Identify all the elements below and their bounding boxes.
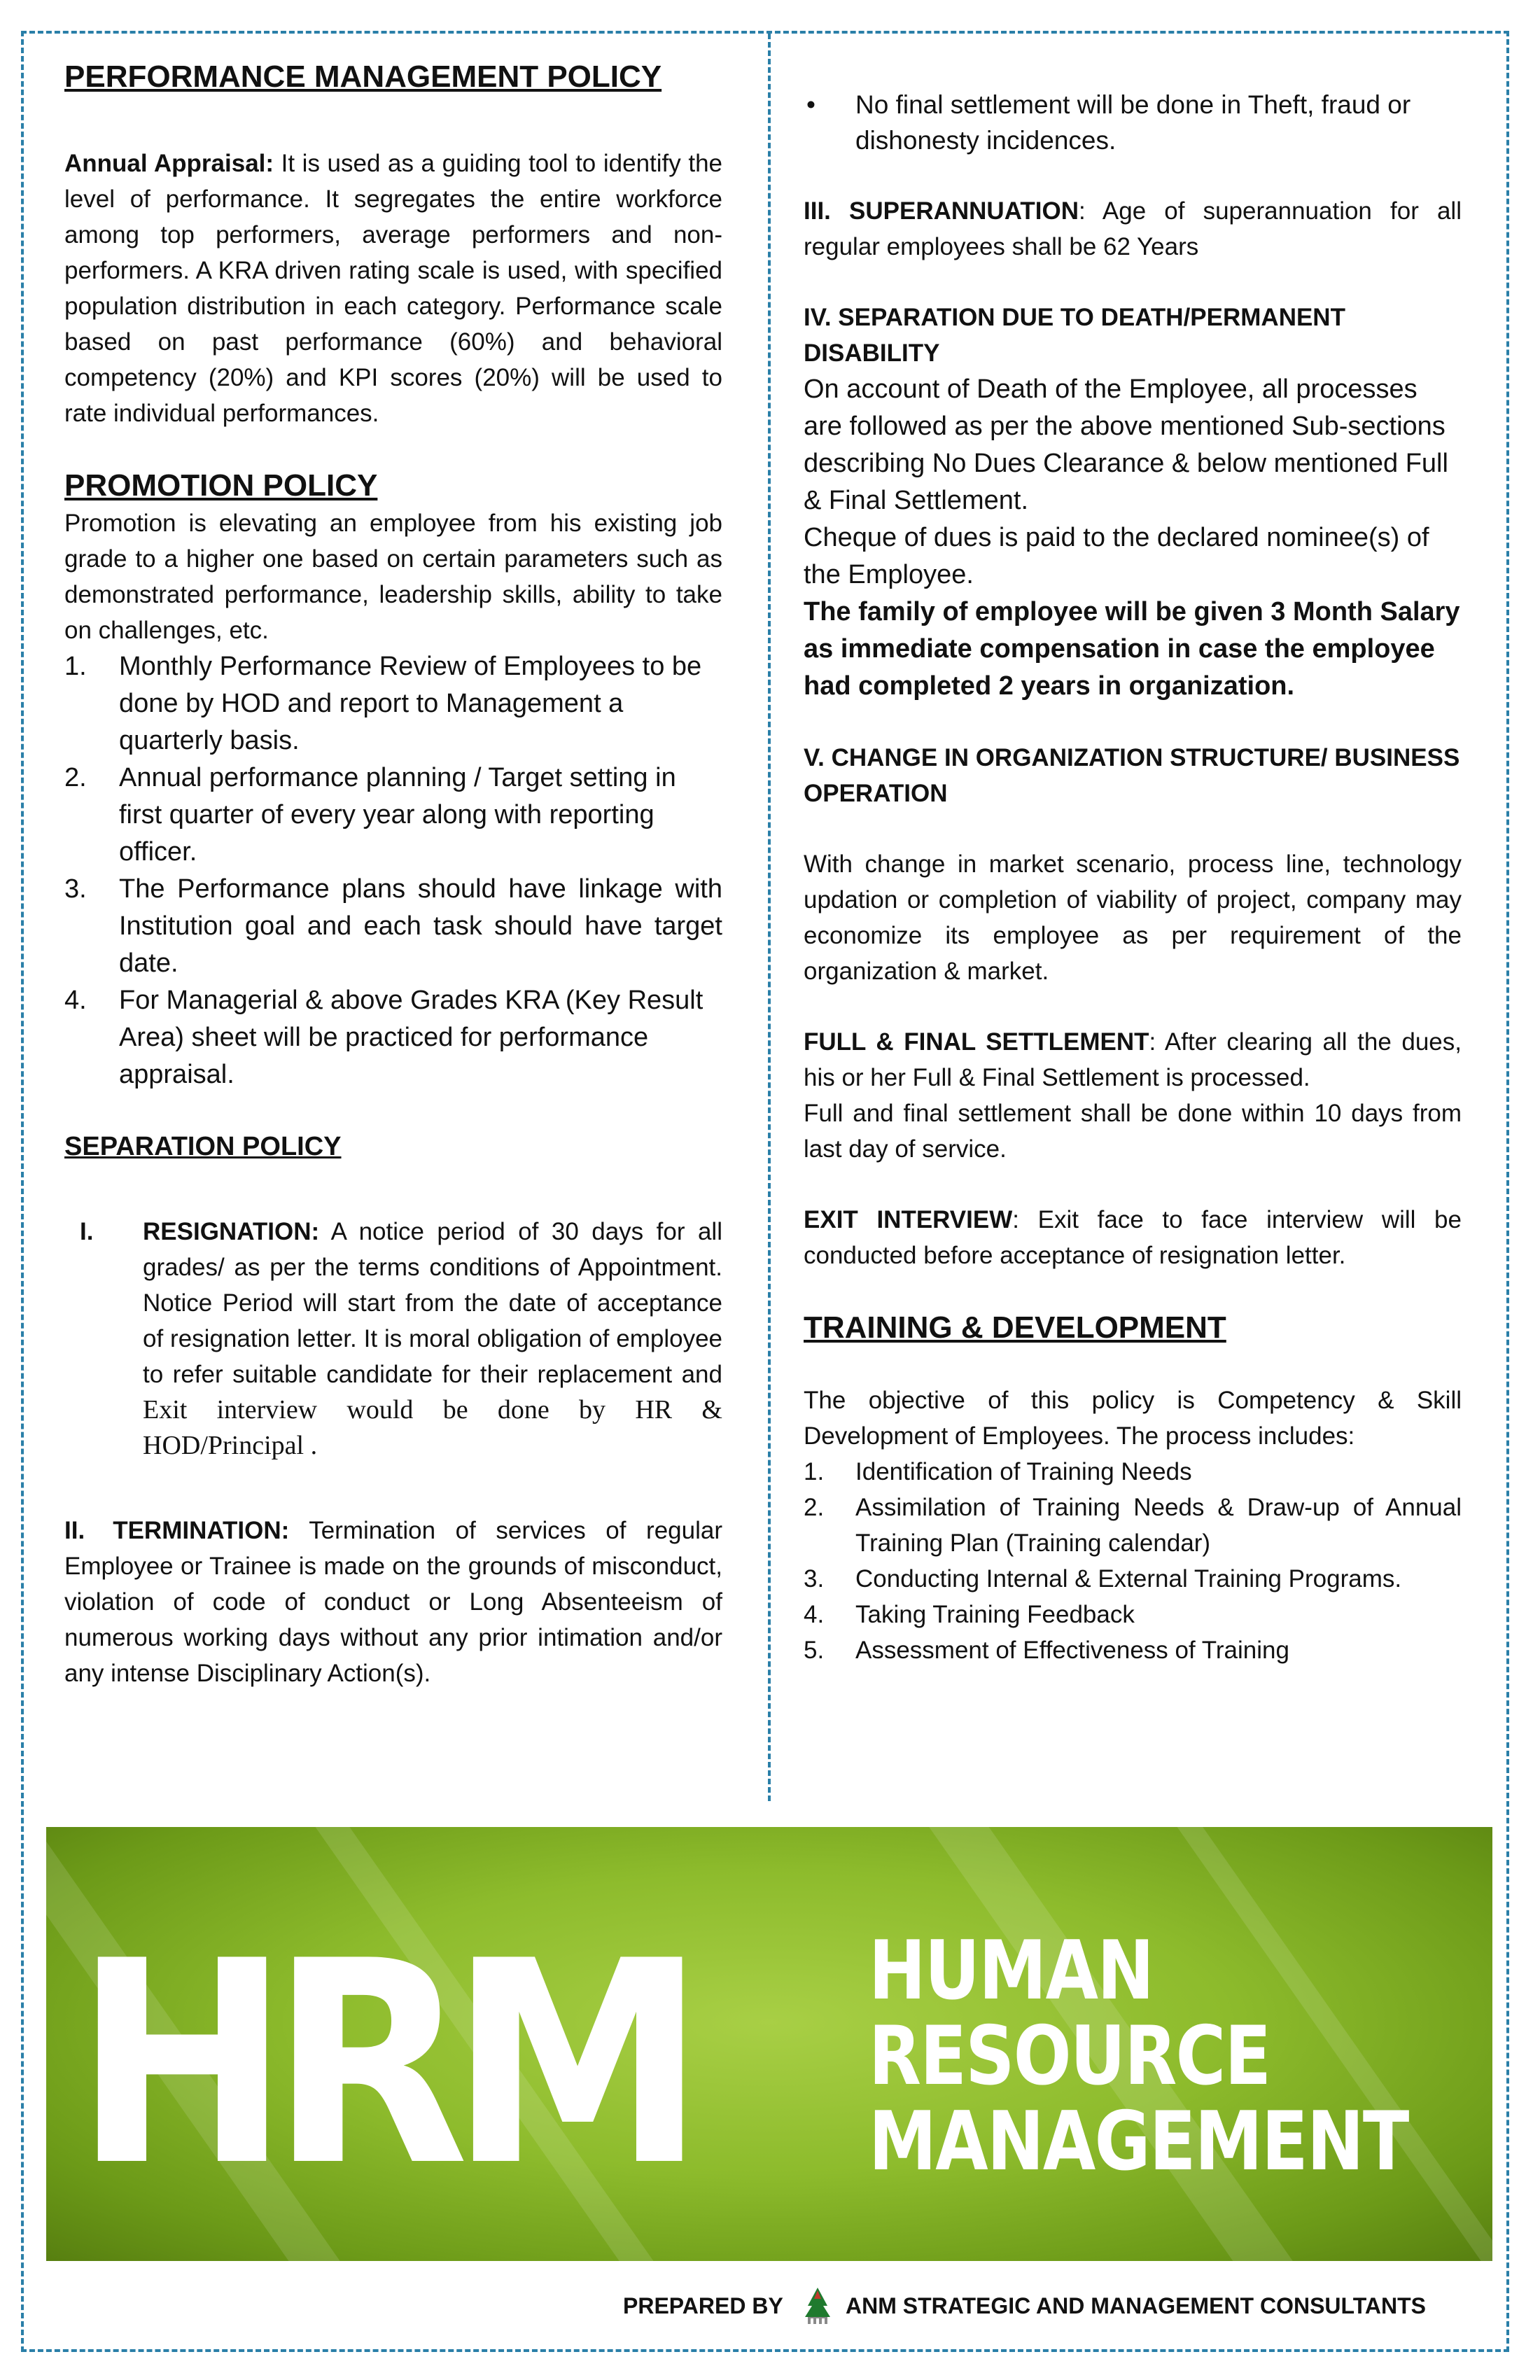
list-item: 2. Assimilation of Training Needs & Draw-up of Annual Training Plan (Training calendar) [804, 1494, 1462, 1557]
banner-line-management: MANAGEMENT [869, 2094, 1408, 2189]
promotion-list [64, 648, 722, 1093]
death-paragraph-2: Cheque of dues is paid to the declared nominee(s) of the Employee. [804, 523, 1429, 589]
superannuation-paragraph [804, 193, 1462, 265]
exit-interview-label: EXIT INTERVIEW [804, 1206, 1013, 1233]
exit-interview-text: : Exit face to face interview will be conducted before acceptance of resignation letter. [804, 1206, 1462, 1269]
hrm-letters: HRM [74, 1902, 687, 2227]
resignation-exit-text: Exit interview would be done by HR & HOD/Principal . [143, 1395, 722, 1460]
termination-label: TERMINATION: [113, 1517, 290, 1544]
list-item: 5. Assessment of Effectiveness of Training [804, 1637, 1289, 1664]
exit-interview-paragraph [804, 1202, 1462, 1273]
list-item: 3. The Performance plans should have linkage with Institution goal and each task should have target date. [64, 874, 722, 978]
full-final-label: FULL & FINAL SETTLEMENT [804, 1028, 1149, 1056]
superannuation-text: : Age of superannuation for all regular employees shall be 62 Years [804, 197, 1462, 260]
no-settlement-bullet [804, 87, 1462, 158]
change-body: With change in market scenario, process line, technology updation or completion of viability of project, company may economize its employee as per requirement of the organization & market. [804, 850, 1462, 985]
resignation-label: RESIGNATION: [143, 1218, 320, 1245]
promotion-intro: Promotion is elevating an employee from his existing job grade to a higher one based on certain parameters such as demonstrated performance, leadership skills, ability to take on challenges, etc. [64, 510, 722, 644]
termination-paragraph [64, 1513, 722, 1691]
superannuation-label: III. SUPERANNUATION [804, 197, 1079, 225]
list-item: 1. Monthly Performance Review of Employees to be done by HOD and report to Management a quarterly basis. [64, 652, 702, 755]
bullet-text: No final settlement will be done in Theft, fraud or dishonesty incidences. [855, 90, 1411, 155]
resignation-text: A notice period of 30 days for all grades/ as per the terms conditions of Appointment. Notice Period will start from the date of acceptance of resignation letter. It is moral obligation of employee to refer suitable candidate for their replacement and [143, 1218, 722, 1388]
banner-line-resource: RESOURCE [869, 2009, 1270, 2104]
death-heading: IV. SEPARATION DUE TO DEATH/PERMANENT DISABILITY [804, 304, 1345, 367]
list-item: 2. Annual performance planning / Target setting in first quarter of every year along with reporting officer. [64, 763, 676, 867]
termination-number: II. [64, 1517, 85, 1544]
annual-appraisal-text: It is used as a guiding tool to identify the level of performance. It segregates the entire workforce among top performers, average performers and non-performers. A KRA driven rating scale is used, with specified population distribution in each category. Performance scale based on past performance (60%) and behavioral competency (20%) and KPI scores (20%) will be used to rate individual performances. [64, 150, 722, 427]
consultant-name: ANM STRATEGIC AND MANAGEMENT CONSULTANTS [846, 2293, 1426, 2318]
footer [623, 2285, 1505, 2327]
termination-text: Termination of services of regular Employee or Trainee is made on the grounds of misconduct, violation of code of conduct or Long Absenteeism of numerous working days without any prior intimation and/or any intense Disciplinary Action(s). [64, 1517, 722, 1687]
resignation-number: I. [80, 1218, 94, 1245]
change-heading: V. CHANGE IN ORGANIZATION STRUCTURE/ BUSINESS OPERATION [804, 744, 1460, 807]
training-intro: The objective of this policy is Competency & Skill Development of Employees. The process includes: [804, 1387, 1462, 1450]
death-paragraph-1: On account of Death of the Employee, all processes are followed as per the above mentioned Sub-sections describing No Dues Clearance & below mentioned Full & Final Settlement. [804, 374, 1448, 515]
full-final-paragraph [804, 1024, 1462, 1096]
full-final-paragraph-2: Full and final settlement shall be done within 10 days from last day of service. [804, 1100, 1462, 1163]
right-column [804, 57, 1462, 1668]
training-title: TRAINING & DEVELOPMENT [804, 1310, 1226, 1345]
hrm-words [869, 1924, 1408, 2189]
training-list [804, 1454, 1462, 1668]
annual-appraisal-label: Annual Appraisal: [64, 150, 274, 177]
resignation-item [64, 1214, 722, 1464]
list-item: 3. Conducting Internal & External Training Programs. [804, 1565, 1402, 1592]
promotion-policy-title: PROMOTION POLICY [64, 468, 378, 503]
prepared-by-label: PREPARED BY [623, 2293, 783, 2318]
list-item: 4. Taking Training Feedback [804, 1601, 1135, 1628]
separation-policy-title: SEPARATION POLICY [64, 1132, 342, 1161]
consultant-logo-icon [802, 2286, 833, 2325]
banner-line-human: HUMAN [869, 1924, 1154, 2018]
left-column [64, 57, 722, 1691]
bullet-mark: • [806, 90, 816, 119]
annual-appraisal-paragraph [64, 146, 722, 431]
hrm-banner [46, 1827, 1492, 2261]
list-item: 4. For Managerial & above Grades KRA (Key Result Area) sheet will be practiced for performance appraisal. [64, 986, 704, 1089]
death-paragraph-3: The family of employee will be given 3 Month Salary as immediate compensation in case the employee had completed 2 years in organization. [804, 597, 1460, 701]
column-divider [768, 34, 771, 1801]
list-item: 1. Identification of Training Needs [804, 1458, 1192, 1485]
full-final-text: : After clearing all the dues, his or her Full & Final Settlement is processed. [804, 1028, 1462, 1091]
performance-policy-title: PERFORMANCE MANAGEMENT POLICY [64, 59, 662, 94]
